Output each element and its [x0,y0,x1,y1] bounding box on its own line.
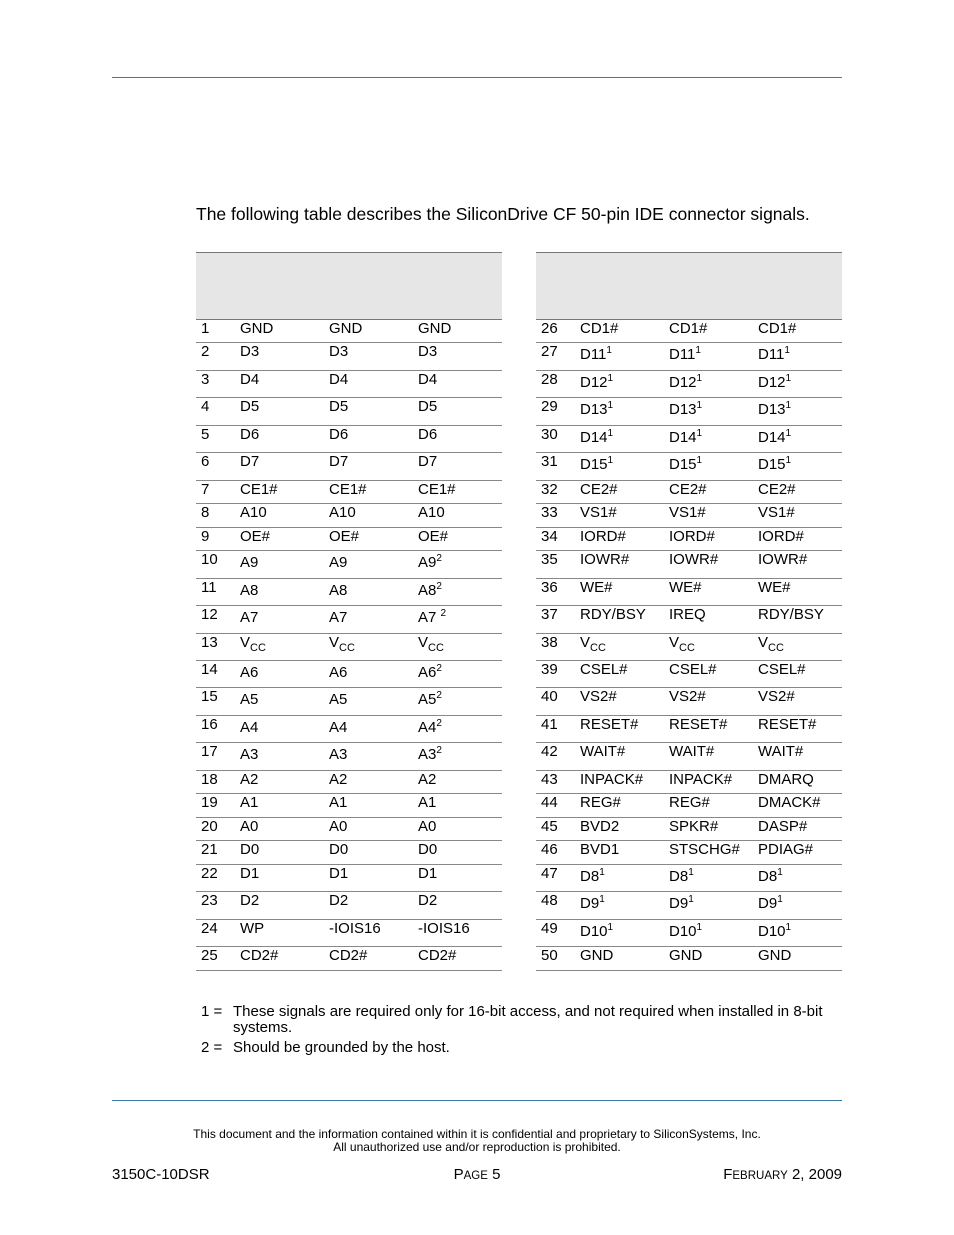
table-row [536,606,842,634]
signal-cell: CE2# [580,481,618,498]
signal-cell: $A4^2$ [418,718,442,736]
pin-number: 10 [201,551,218,568]
signal-cell: D0 [240,841,260,858]
signal-cell: A7 $^2$ [418,608,447,626]
signal-cell: D1 [240,865,260,882]
signal-cell: A2 [418,771,437,788]
table-row [196,481,502,504]
signal-cell: A9 [329,554,348,571]
signal-cell: A1 [329,794,348,811]
signal-cell: RESET# [758,716,817,733]
pin-number: 26 [541,320,558,337]
table-row [196,634,502,661]
signal-cell: CD1# [669,320,708,337]
signal-cell: $D11^1$ [758,345,790,363]
signal-cell: A10 [329,504,356,521]
signal-cell: -IOIS16 [418,920,470,937]
pin-table-left [196,252,502,971]
pin-number: 21 [201,841,218,858]
signal-cell: D1 [329,865,349,882]
signal-cell: VS2# [580,688,617,705]
table-row [536,716,842,743]
signal-cell: $D9^1$ [758,894,783,912]
signal-cell: $D9^1$ [580,894,605,912]
signal-cell: IORD# [669,528,715,545]
signal-cell: A0 [240,818,259,835]
confidentiality-line-2: All unauthorized use and/or reproduction is prohibited. [333,1140,621,1154]
signal-cell: CE1# [418,481,456,498]
signal-cell: CD2# [240,947,279,964]
signal-cell: $D15^1$ [669,455,703,473]
signal-cell: VS1# [669,504,706,521]
table-row [536,743,842,771]
signal-cell: SPKR# [669,818,719,835]
signal-cell: REG# [669,794,710,811]
signal-cell: $D12^1$ [580,373,614,391]
signal-cell: $D10^1$ [669,922,703,940]
signal-cell: RDY/BSY [758,606,824,623]
signal-cell: CD2# [329,947,368,964]
table-row [536,528,842,551]
pin-number: 45 [541,818,558,835]
signal-cell: DASP# [758,818,808,835]
table-row [196,716,502,743]
pin-number: 33 [541,504,558,521]
signal-cell: D3 [329,343,349,360]
table-row [196,579,502,606]
pin-number: 22 [201,865,218,882]
signal-cell: D2 [329,892,349,909]
table-row [536,771,842,794]
table-row [536,453,842,481]
signal-cell: D4 [240,371,260,388]
pin-number: 27 [541,343,558,360]
signal-cell: DMARQ [758,771,814,788]
signal-cell: $A6^2$ [418,663,442,681]
signal-cell: $D8^1$ [580,867,605,885]
signal-cell: A2 [240,771,259,788]
table-row [196,892,502,920]
signal-cell: WE# [669,579,702,596]
table-row [536,398,842,426]
signal-cell: CE1# [240,481,278,498]
signal-cell: IORD# [758,528,804,545]
footnote-2 [201,1040,841,1056]
signal-cell: $A5^2$ [418,690,442,708]
page-number-value: 5 [492,1166,501,1183]
signal-cell: D4 [418,371,438,388]
table-row [196,771,502,794]
footnote-text: Should be grounded by the host. [233,1039,450,1056]
signal-cell: D2 [240,892,260,909]
signal-cell: $D11^1$ [580,345,612,363]
pin-number: 19 [201,794,218,811]
table-row [196,453,502,481]
pin-number: 8 [201,504,210,521]
pin-number: 9 [201,528,210,545]
signal-cell: D5 [418,398,438,415]
pin-number: 23 [201,892,218,909]
table-row [196,320,502,343]
pin-number: 5 [201,426,210,443]
signal-cell: A5 [240,691,259,708]
signal-cell: $D15^1$ [758,455,792,473]
table-row [536,892,842,920]
signal-cell: CSEL# [669,661,717,678]
table-row [536,504,842,528]
signal-cell: $V_{CC}$ [418,634,444,654]
footnote-text: These signals are required only for 16-bit access, and not required when installed in 8-bit systems. [233,1003,823,1036]
signal-cell: A6 [240,664,259,681]
pin-number: 20 [201,818,218,835]
month-rest: EBRUARY [732,1170,788,1182]
signal-cell: D3 [240,343,260,360]
pin-number: 30 [541,426,558,443]
signal-cell: A9 [240,554,259,571]
signal-cell: D3 [418,343,438,360]
signal-cell: D0 [418,841,438,858]
signal-cell: WE# [758,579,791,596]
signal-cell: A4 [329,719,348,736]
pin-number: 34 [541,528,558,545]
signal-cell: WAIT# [669,743,715,760]
signal-cell: IORD# [580,528,626,545]
table-row [196,371,502,398]
signal-cell: OE# [240,528,271,545]
footnotes [201,1004,841,1060]
signal-cell: D7 [329,453,349,470]
footnote-key: 1 = [201,1003,223,1020]
footnote-key: 2 = [201,1039,223,1056]
pin-number: 13 [201,634,218,651]
table-row [196,661,502,688]
page-word-initial: P [453,1166,464,1183]
signal-cell: VS1# [758,504,795,521]
signal-cell: INPACK# [580,771,644,788]
signal-cell: INPACK# [669,771,733,788]
signal-cell: WAIT# [580,743,626,760]
pin-number: 31 [541,453,558,470]
signal-cell: $D8^1$ [758,867,783,885]
signal-cell: CSEL# [758,661,806,678]
signal-cell: $A9^2$ [418,553,442,571]
table-row [196,688,502,716]
signal-cell: GND [418,320,452,337]
signal-cell: OE# [418,528,449,545]
signal-cell: $D14^1$ [758,428,792,446]
document-id: 3150C-10DSR [112,1166,210,1183]
bottom-rule [112,1100,842,1101]
page-word-rest: AGE [463,1170,488,1182]
table-row [536,579,842,606]
signal-cell: CE1# [329,481,367,498]
pin-number: 17 [201,743,218,760]
signal-cell: A8 [329,582,348,599]
signal-cell: BVD2 [580,818,620,835]
table-row [196,426,502,453]
table-row [196,504,502,528]
pin-number: 25 [201,947,218,964]
signal-cell: $V_{CC}$ [669,634,695,654]
pin-number: 42 [541,743,558,760]
signal-cell: BVD1 [580,841,620,858]
signal-cell: $D10^1$ [580,922,614,940]
table-row [536,688,842,716]
table-row [196,743,502,771]
table-row [196,818,502,841]
table-row [196,398,502,426]
signal-cell: $D15^1$ [580,455,614,473]
signal-cell: -IOIS16 [329,920,381,937]
signal-cell: VS2# [758,688,795,705]
pin-number: 3 [201,371,210,388]
document-date [723,1166,842,1183]
pin-number: 50 [541,947,558,964]
table-row [196,794,502,818]
table-row [536,947,842,971]
pin-number: 16 [201,716,218,733]
table-row [196,606,502,634]
signal-cell: GND [669,947,703,964]
confidentiality-notice [112,1128,842,1154]
signal-cell: D6 [418,426,438,443]
signal-cell: $D13^1$ [758,400,792,418]
table-header-left [196,252,502,320]
signal-cell: VS2# [669,688,706,705]
pin-number: 36 [541,579,558,596]
signal-cell: $V_{CC}$ [580,634,606,654]
signal-cell: $V_{CC}$ [329,634,355,654]
pin-number: 2 [201,343,210,360]
signal-cell: A4 [240,719,259,736]
signal-cell: CD1# [758,320,797,337]
signal-cell: GND [240,320,274,337]
signal-cell: RESET# [669,716,728,733]
pin-number: 1 [201,320,210,337]
signal-cell: A2 [329,771,348,788]
signal-cell: A5 [329,691,348,708]
signal-cell: D6 [240,426,260,443]
pin-number: 39 [541,661,558,678]
pin-number: 44 [541,794,558,811]
pin-number: 35 [541,551,558,568]
top-rule [112,77,842,78]
pin-number: 32 [541,481,558,498]
signal-cell: $D10^1$ [758,922,792,940]
signal-cell: IOWR# [758,551,808,568]
signal-cell: D4 [329,371,349,388]
footnote-1 [201,1004,841,1036]
table-header-right [536,252,842,320]
signal-cell: CE2# [758,481,796,498]
signal-cell: D0 [329,841,349,858]
table-row [536,661,842,688]
date-rest: 2, 2009 [791,1166,842,1183]
pin-number: 7 [201,481,210,498]
pin-number: 24 [201,920,218,937]
table-row [536,551,842,579]
signal-cell: PDIAG# [758,841,814,858]
table-row [536,634,842,661]
pin-number: 47 [541,865,558,882]
pin-number: 28 [541,371,558,388]
table-row [196,947,502,971]
signal-cell: OE# [329,528,360,545]
table-row [196,528,502,551]
table-row [536,320,842,343]
signal-cell: CD1# [580,320,619,337]
signal-cell: VS1# [580,504,617,521]
pin-number: 6 [201,453,210,470]
month-initial: F [723,1166,733,1183]
table-row [196,865,502,892]
signal-cell: $A3^2$ [418,745,442,763]
table-row [536,481,842,504]
signal-cell: RDY/BSY [580,606,646,623]
table-row [536,818,842,841]
signal-cell: D6 [329,426,349,443]
pin-number: 41 [541,716,558,733]
pin-table-right [536,252,842,971]
signal-cell: IREQ [669,606,706,623]
signal-cell: A1 [418,794,437,811]
signal-cell: $V_{CC}$ [758,634,784,654]
pin-number: 12 [201,606,218,623]
pin-number: 14 [201,661,218,678]
signal-cell: D5 [329,398,349,415]
signal-cell: CE2# [669,481,707,498]
table-row [536,865,842,892]
signal-cell: D7 [418,453,438,470]
signal-cell: A6 [329,664,348,681]
signal-cell: $D13^1$ [669,400,703,418]
table-rows-left [196,320,502,971]
signal-cell: $D14^1$ [669,428,703,446]
table-row [536,371,842,398]
pin-number: 40 [541,688,558,705]
signal-cell: STSCHG# [669,841,740,858]
pin-number: 46 [541,841,558,858]
table-row [536,841,842,865]
signal-cell: IOWR# [580,551,630,568]
signal-cell: $D11^1$ [669,345,701,363]
signal-cell: A1 [240,794,259,811]
signal-cell: WAIT# [758,743,804,760]
signal-cell: RESET# [580,716,639,733]
pin-number: 48 [541,892,558,909]
pin-number: 43 [541,771,558,788]
signal-cell: A7 [329,609,348,626]
signal-cell: A8 [240,582,259,599]
table-row [196,920,502,947]
signal-cell: D2 [418,892,438,909]
pin-number: 11 [201,579,217,596]
table-row [536,426,842,453]
signal-cell: A7 [240,609,259,626]
signal-cell: D7 [240,453,260,470]
confidentiality-line-1: This document and the information contained within it is confidential and proprietary to SiliconSystems, Inc. [193,1127,761,1141]
signal-cell: A10 [418,504,445,521]
signal-cell: A3 [240,746,259,763]
signal-cell: GND [758,947,792,964]
signal-cell: REG# [580,794,621,811]
table-rows-right [536,320,842,971]
signal-cell: $D12^1$ [669,373,703,391]
signal-cell: A0 [418,818,437,835]
signal-cell: $A8^2$ [418,581,442,599]
signal-cell: CSEL# [580,661,628,678]
signal-cell: WE# [580,579,613,596]
pin-number: 49 [541,920,558,937]
pin-number: 38 [541,634,558,651]
signal-cell: IOWR# [669,551,719,568]
signal-cell: DMACK# [758,794,821,811]
table-row [196,841,502,865]
signal-cell: $D9^1$ [669,894,694,912]
pin-number: 18 [201,771,218,788]
signal-cell: GND [580,947,614,964]
signal-cell: A3 [329,746,348,763]
pin-number: 37 [541,606,558,623]
pin-number: 4 [201,398,210,415]
table-row [536,794,842,818]
signal-cell: $V_{CC}$ [240,634,266,654]
signal-cell: A10 [240,504,267,521]
signal-cell: $D13^1$ [580,400,614,418]
pin-number: 29 [541,398,558,415]
signal-cell: WP [240,920,265,937]
table-row [536,920,842,947]
signal-cell: D5 [240,398,260,415]
table-row [196,343,502,371]
signal-cell: $D8^1$ [669,867,694,885]
signal-cell: CD2# [418,947,457,964]
table-row [536,343,842,371]
pin-number: 15 [201,688,218,705]
signal-cell: D1 [418,865,438,882]
signal-cell: $D14^1$ [580,428,614,446]
signal-cell: $D12^1$ [758,373,792,391]
intro-paragraph: The following table describes the SiliconDrive CF 50-pin IDE connector signals. [196,203,810,224]
table-row [196,551,502,579]
signal-cell: A0 [329,818,348,835]
signal-cell: GND [329,320,363,337]
